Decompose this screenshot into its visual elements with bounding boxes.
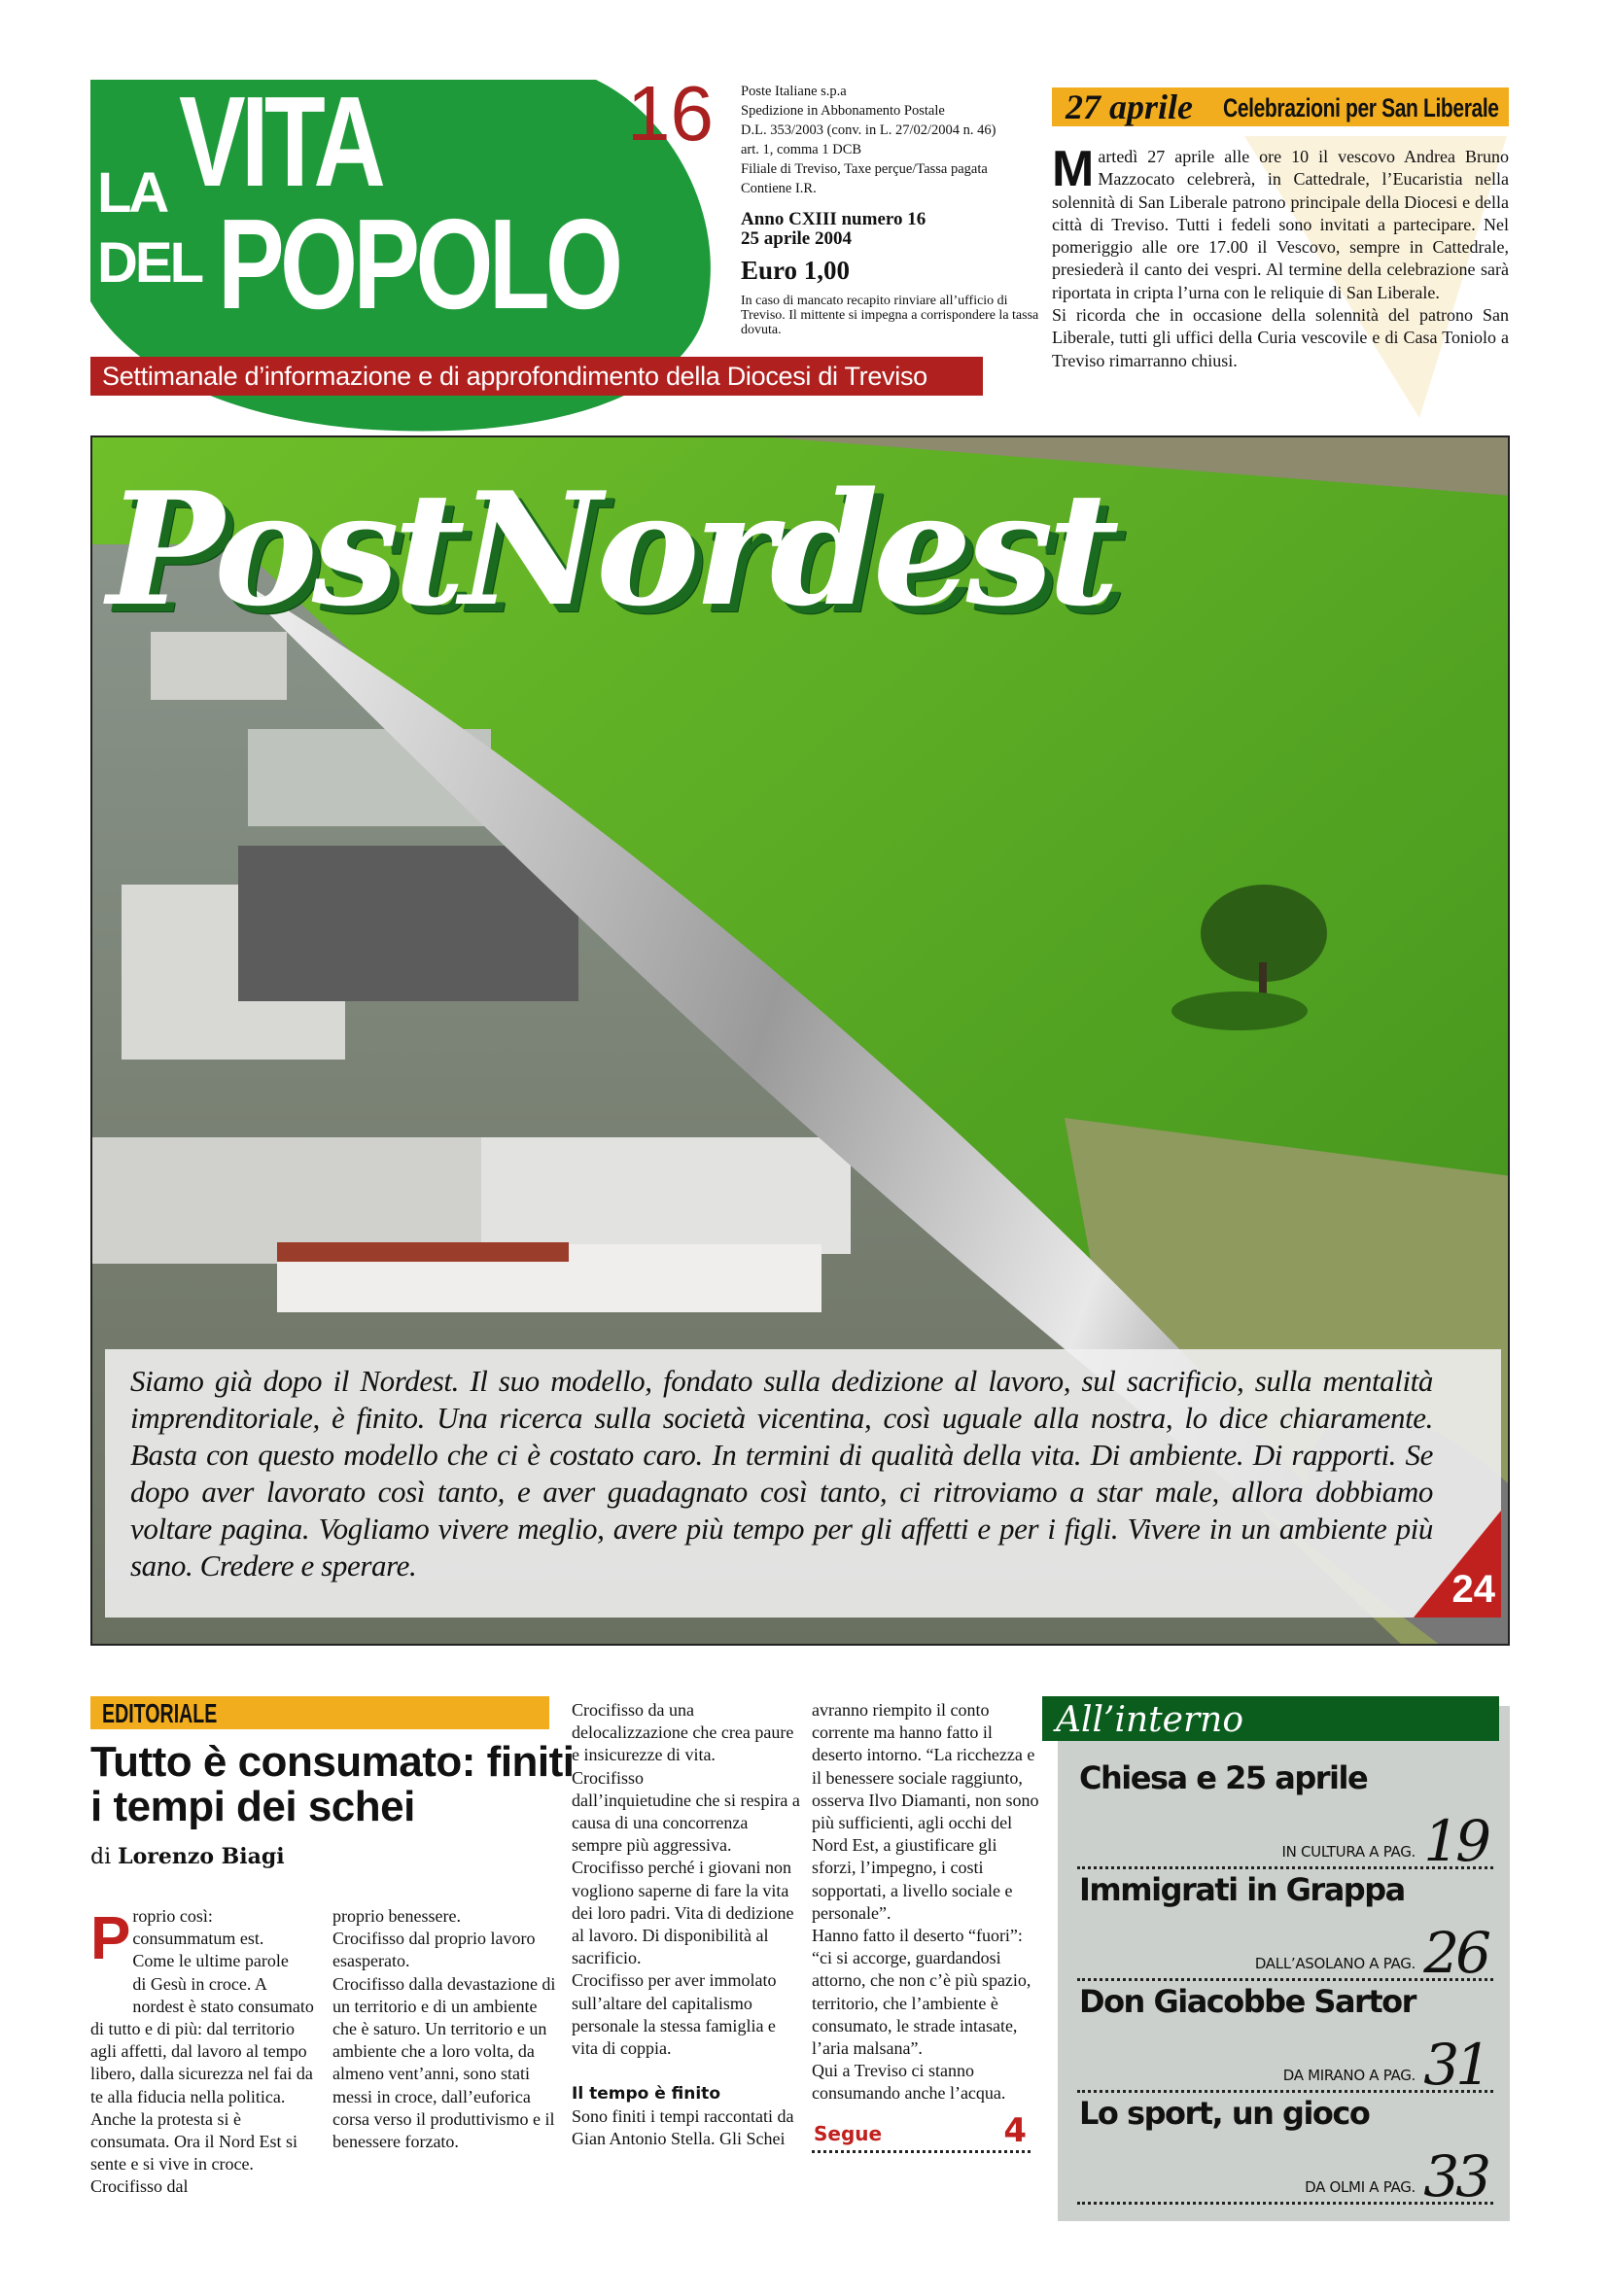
logo-text-del: DEL [97, 231, 201, 295]
inside-item[interactable] [1077, 1871, 1493, 1986]
drop-cap: M [1052, 141, 1095, 197]
article-text-2: Si ricorda che in occasione della solennità del patrono San Liberale, tutti gli uffici della Curia vescovile e di Casa Toniolo a Treviso rimarranno chiusi. [1052, 305, 1509, 370]
column-text: roprio così: consummatum est. Come le ultime parole di Gesù in croce. A nordest è stato consumato di tutto e di più: dal territorio agli affetti, dal lavoro al tempo libero, dalla sicurezza nel fai da te alla fiducia nella politica. Anche la protesta si è consumata. Ora il Nord Est si sente e si vive in croce. Crocifisso dal [90, 1906, 314, 2197]
logo-text-popolo: POPOLO [218, 192, 619, 335]
san-liberale-title: Celebrazioni per San Liberale [1223, 93, 1499, 122]
item-section: DA MIRANO A PAG. [1282, 2067, 1416, 2084]
inside-item[interactable] [1077, 1759, 1493, 1874]
item-page: 19 [1423, 1808, 1487, 1874]
item-page: 31 [1423, 2032, 1487, 2098]
return-note: In caso di mancato recapito rinviare all’ufficio di Treviso. Il mittente si impegna a corrispondere la tassa dovuta. [741, 294, 1039, 337]
san-liberale-banner [1052, 87, 1509, 126]
editorial-headline: Tutto è consumato: finiti i tempi dei schei [90, 1738, 575, 1830]
editorial-column-1 [90, 1905, 319, 2199]
logo-text-la: LA [97, 161, 167, 225]
editorial-section-bar [90, 1696, 549, 1729]
editorial-column-2: proprio benessere. Crocifisso dal proprio lavoro esasperato. Crocifisso dalla devastazione di un territorio e di un ambiente che è saturo. Un territorio e un ambiente che a loro volta, da almeno vent’anni, sono stati messi in croce, dall’euforica corsa verso il produttivismo e il benessere forzato. [332, 1906, 556, 2152]
cover-headline: PostNordest [107, 458, 1114, 641]
continue-page: 4 [1003, 2110, 1027, 2150]
item-title: Don Giacobbe Sartor [1079, 1983, 1416, 2020]
article-text: artedì 27 aprile alle ore 10 il vescovo Andrea Bruno Mazzocato celebrerà, in Cattedrale, l’Eucaristia nella solennità di San Liberale patrono principale della Diocesi e della città di Treviso. Tutti i fedeli sono invitati a partecipare. Nel pomeriggio alle ore 17.00 il Vescovo, sempre in Cattedrale, presiederà il canto dei vespri. Al termine della celebrazione sarà riportata in cripta l’urna con le reliquie di San Liberale. [1052, 147, 1509, 302]
cover-caption: Siamo già dopo il Nordest. Il suo modello, fondato sulla dedizione al lavoro, sul sacrificio, sulla mentalità imprenditoriale, è finito. Una ricerca sulla società vicentina, così uguale alla nostra, lo dice chiaramente. Basta con questo modello che ci è costato caro. In termini di qualità della vita. Di ambiente. Di rapporti. Se dopo aver lavorato così tanto, e aver guadagnato così tanto, ci ritroviamo a star male, allora dobbiamo voltare pagina. Vogliamo vivere meglio, avere più tempo per gli affetti e per i figli. Vivere in un ambiente più sano. Credere e sperare. [130, 1364, 1433, 1583]
byline-prefix: di [90, 1845, 112, 1869]
column-text: Crocifisso da una delocalizzazione che crea paure e insicurezze di vita. Crocifisso dall’inquietudine che si respira a causa di una concorrenza sempre più aggressiva. Crocifisso perché i giovani non vogliono saperne di fare la vita dei loro padri. Vita di dedizione al lavoro. Di disponibilità al sacrificio. Crocifisso per aver immolato sull’altare del capitalismo personale la stessa famiglia e vita di coppia. [572, 1700, 800, 2059]
page-reference: 24 [1451, 1568, 1495, 1611]
editorial-column-3 [572, 1699, 800, 2150]
editorial-column-4 [812, 1699, 1040, 2153]
continue-label: Segue [814, 2121, 883, 2145]
item-title: Chiesa e 25 aprile [1079, 1759, 1368, 1796]
item-title: Lo sport, un gioco [1079, 2095, 1370, 2132]
inside-header [1042, 1696, 1499, 1741]
logo-text-vita: VITA [179, 70, 382, 213]
item-title: Immigrati in Grappa [1079, 1871, 1405, 1908]
item-section: DA OLMI A PAG. [1305, 2178, 1416, 2196]
cover-caption-box [105, 1349, 1501, 1618]
postal-info: Poste Italiane s.p.a Spedizione in Abbonamento Postale D.L. 353/2003 (conv. in L. 27/02/2004 n. 46) art. 1, comma 1 DCB Filiale di Treviso, Taxe perçue/Tassa pagata Contiene I.R. [741, 84, 996, 196]
san-liberale-article [1052, 141, 1509, 372]
byline [90, 1843, 285, 1871]
item-section: DALL’ASOLANO A PAG. [1254, 1955, 1416, 1972]
continue-link[interactable] [812, 2110, 1031, 2153]
subheading: Il tempo è finito [572, 2084, 720, 2105]
issue-info: Anno CXIII numero 16 25 aprile 2004 [741, 209, 926, 249]
san-liberale-date: 27 aprile [1066, 87, 1193, 126]
item-page: 26 [1423, 1920, 1487, 1986]
column-text: avranno riempito il conto corrente ma hanno fatto il deserto intorno. “La ricchezza e il benessere sociale raggiunto, osserva Ilvo Diamanti, non sono più sufficienti, agli occhi del Nord Est, a giustificare gli sforzi, l’impegno, i costi sopportati, a livello sociale e personale”. Hanno fatto il deserto “fuori”: “ci si accorge, guardandosi attorno, che non c’è più spazio, territorio, che l’ambiente è consumato, le strade intasate, l’aria malsana”. Qui a Treviso ci stanno consumando anche l’acqua. [812, 1700, 1039, 2104]
column-text-2: Sono finiti i tempi raccontati da Gian Antonio Stella. Gli Schei [572, 2105, 794, 2148]
item-page: 33 [1423, 2143, 1487, 2209]
editorial-label: EDITORIALE [102, 1698, 218, 1728]
author-name: Lorenzo Biagi [118, 1844, 285, 1869]
inside-title: All’interno [1056, 1700, 1244, 1740]
inside-item[interactable] [1077, 1983, 1493, 2098]
price: Euro 1,00 [741, 256, 851, 285]
issue-number: 16 [627, 70, 714, 157]
drop-cap: P [90, 1905, 131, 1972]
item-section: IN CULTURA A PAG. [1281, 1843, 1416, 1861]
tagline: Settimanale d’informazione e di approfondimento della Diocesi di Treviso [90, 357, 983, 396]
inside-item[interactable] [1077, 2095, 1493, 2209]
